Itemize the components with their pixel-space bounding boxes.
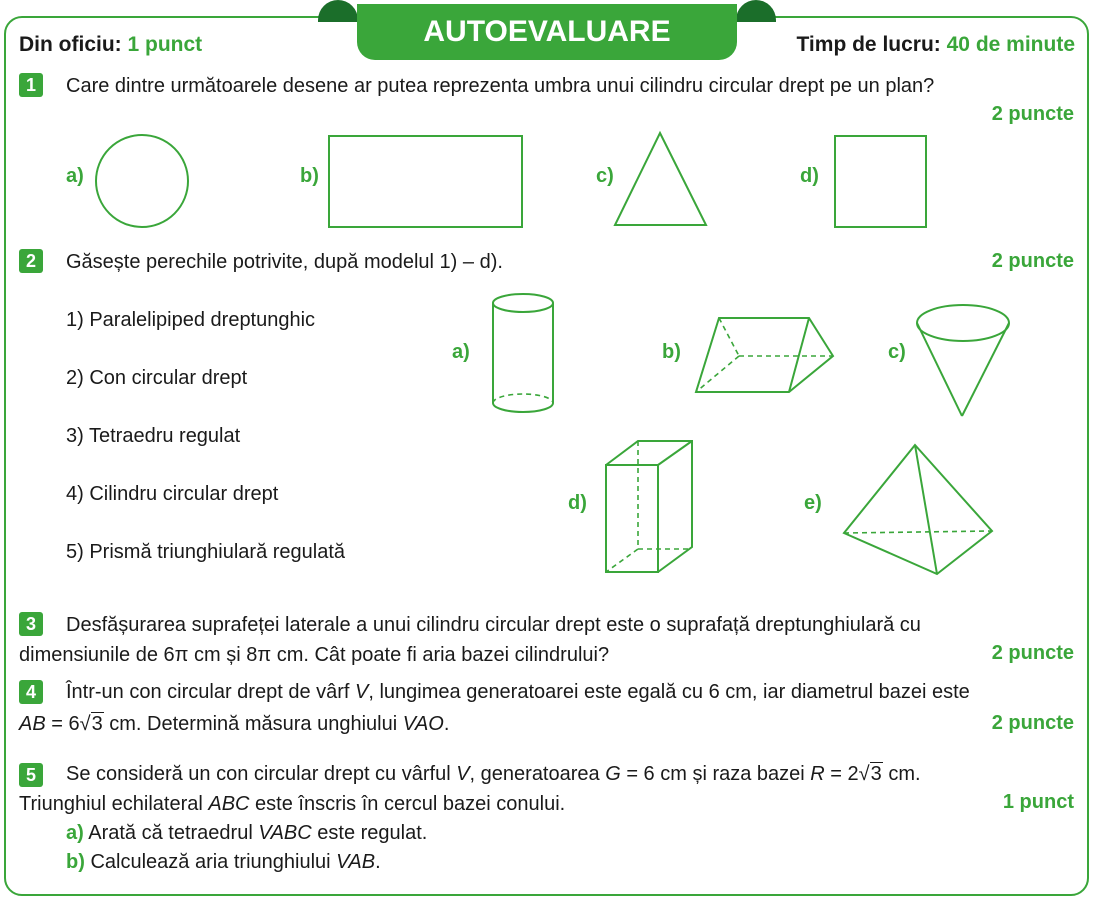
q1-option-d-label: d)	[800, 165, 819, 187]
q3-number: 3	[19, 612, 43, 636]
q5-points: 1 punct	[1002, 791, 1074, 813]
q5-sub-a: a) Arată că tetraedrul VABC este regulat.	[66, 822, 428, 844]
q4-line1: Într-un con circular drept de vârf V, lungimea generatoarei este egală cu 6 cm, iar diametrul bazei este	[66, 681, 970, 703]
q1-option-c-label: c)	[596, 165, 614, 187]
q5-sub-b: b) Calculează aria triunghiului VAB.	[66, 851, 381, 873]
q4-points: 2 puncte	[991, 712, 1074, 734]
page-title: AUTOEVALUARE	[357, 4, 737, 60]
q2-item-1: 1) Paralelipiped dreptunghic	[66, 309, 316, 331]
q1-number: 1	[19, 73, 43, 97]
q2-item-3: 3) Tetraedru regulat	[66, 425, 241, 447]
q2-text: Găsește perechile potrivite, după modelul 1) – d).	[66, 251, 503, 273]
q5-line1: Se consideră un con circular drept cu vârful V, generatoarea G = 6 cm și raza bazei R = 2√3 cm.	[66, 763, 921, 785]
din-oficiu	[19, 33, 202, 57]
q2-fig-d-label: d)	[568, 492, 587, 514]
title-ear-right	[736, 0, 776, 22]
q4-line2: AB = 6√3 cm. Determină măsura unghiului VAO.	[19, 713, 450, 735]
cone-figure	[916, 303, 1012, 419]
q2-number: 2	[19, 249, 43, 273]
q2-item-5: 5) Prismă triunghiulară regulată	[66, 541, 346, 563]
q3-points: 2 puncte	[991, 642, 1074, 664]
rectangle-shape	[328, 135, 524, 229]
din-oficiu-value: 1 punct	[127, 33, 203, 56]
q2-item-4: 4) Cilindru circular drept	[66, 483, 279, 505]
q2-item-2: 2) Con circular drept	[66, 367, 248, 389]
cuboid-figure	[604, 439, 694, 575]
din-oficiu-label: Din oficiu:	[19, 33, 122, 56]
square-shape	[834, 135, 928, 229]
timp-de-lucru	[796, 33, 1075, 57]
cylinder-figure	[492, 293, 556, 417]
q5-line2: Triunghiul echilateral ABC este înscris în cercul bazei conului.	[19, 793, 566, 815]
timp-value: 40 de minute	[946, 33, 1075, 56]
timp-label: Timp de lucru:	[796, 33, 941, 56]
q4-number: 4	[19, 680, 43, 704]
title-ear-left	[318, 0, 358, 22]
triangle-shape	[614, 132, 708, 228]
q2-fig-b-label: b)	[662, 341, 681, 363]
q1-option-b-label: b)	[300, 165, 319, 187]
q3-line2: dimensiunile de 6π cm și 8π cm. Cât poate fi aria bazei cilindrului?	[19, 644, 610, 666]
circle-shape	[95, 135, 191, 231]
q2-points: 2 puncte	[991, 250, 1074, 272]
q2-fig-c-label: c)	[888, 341, 906, 363]
q2-fig-a-label: a)	[452, 341, 470, 363]
q2-fig-e-label: e)	[804, 492, 822, 514]
q1-points: 2 puncte	[991, 103, 1074, 125]
q5-number: 5	[19, 763, 43, 787]
q3-line1: Desfășurarea suprafeței laterale a unui cilindru circular drept este o suprafață dreptunghiulară cu	[66, 614, 921, 636]
q1-option-a-label: a)	[66, 165, 84, 187]
tetrahedron-figure	[843, 443, 995, 577]
q1-text: Care dintre următoarele desene ar putea reprezenta umbra unui cilindru circular drept pe un plan?	[66, 75, 935, 97]
triangular-prism-figure	[695, 316, 837, 396]
